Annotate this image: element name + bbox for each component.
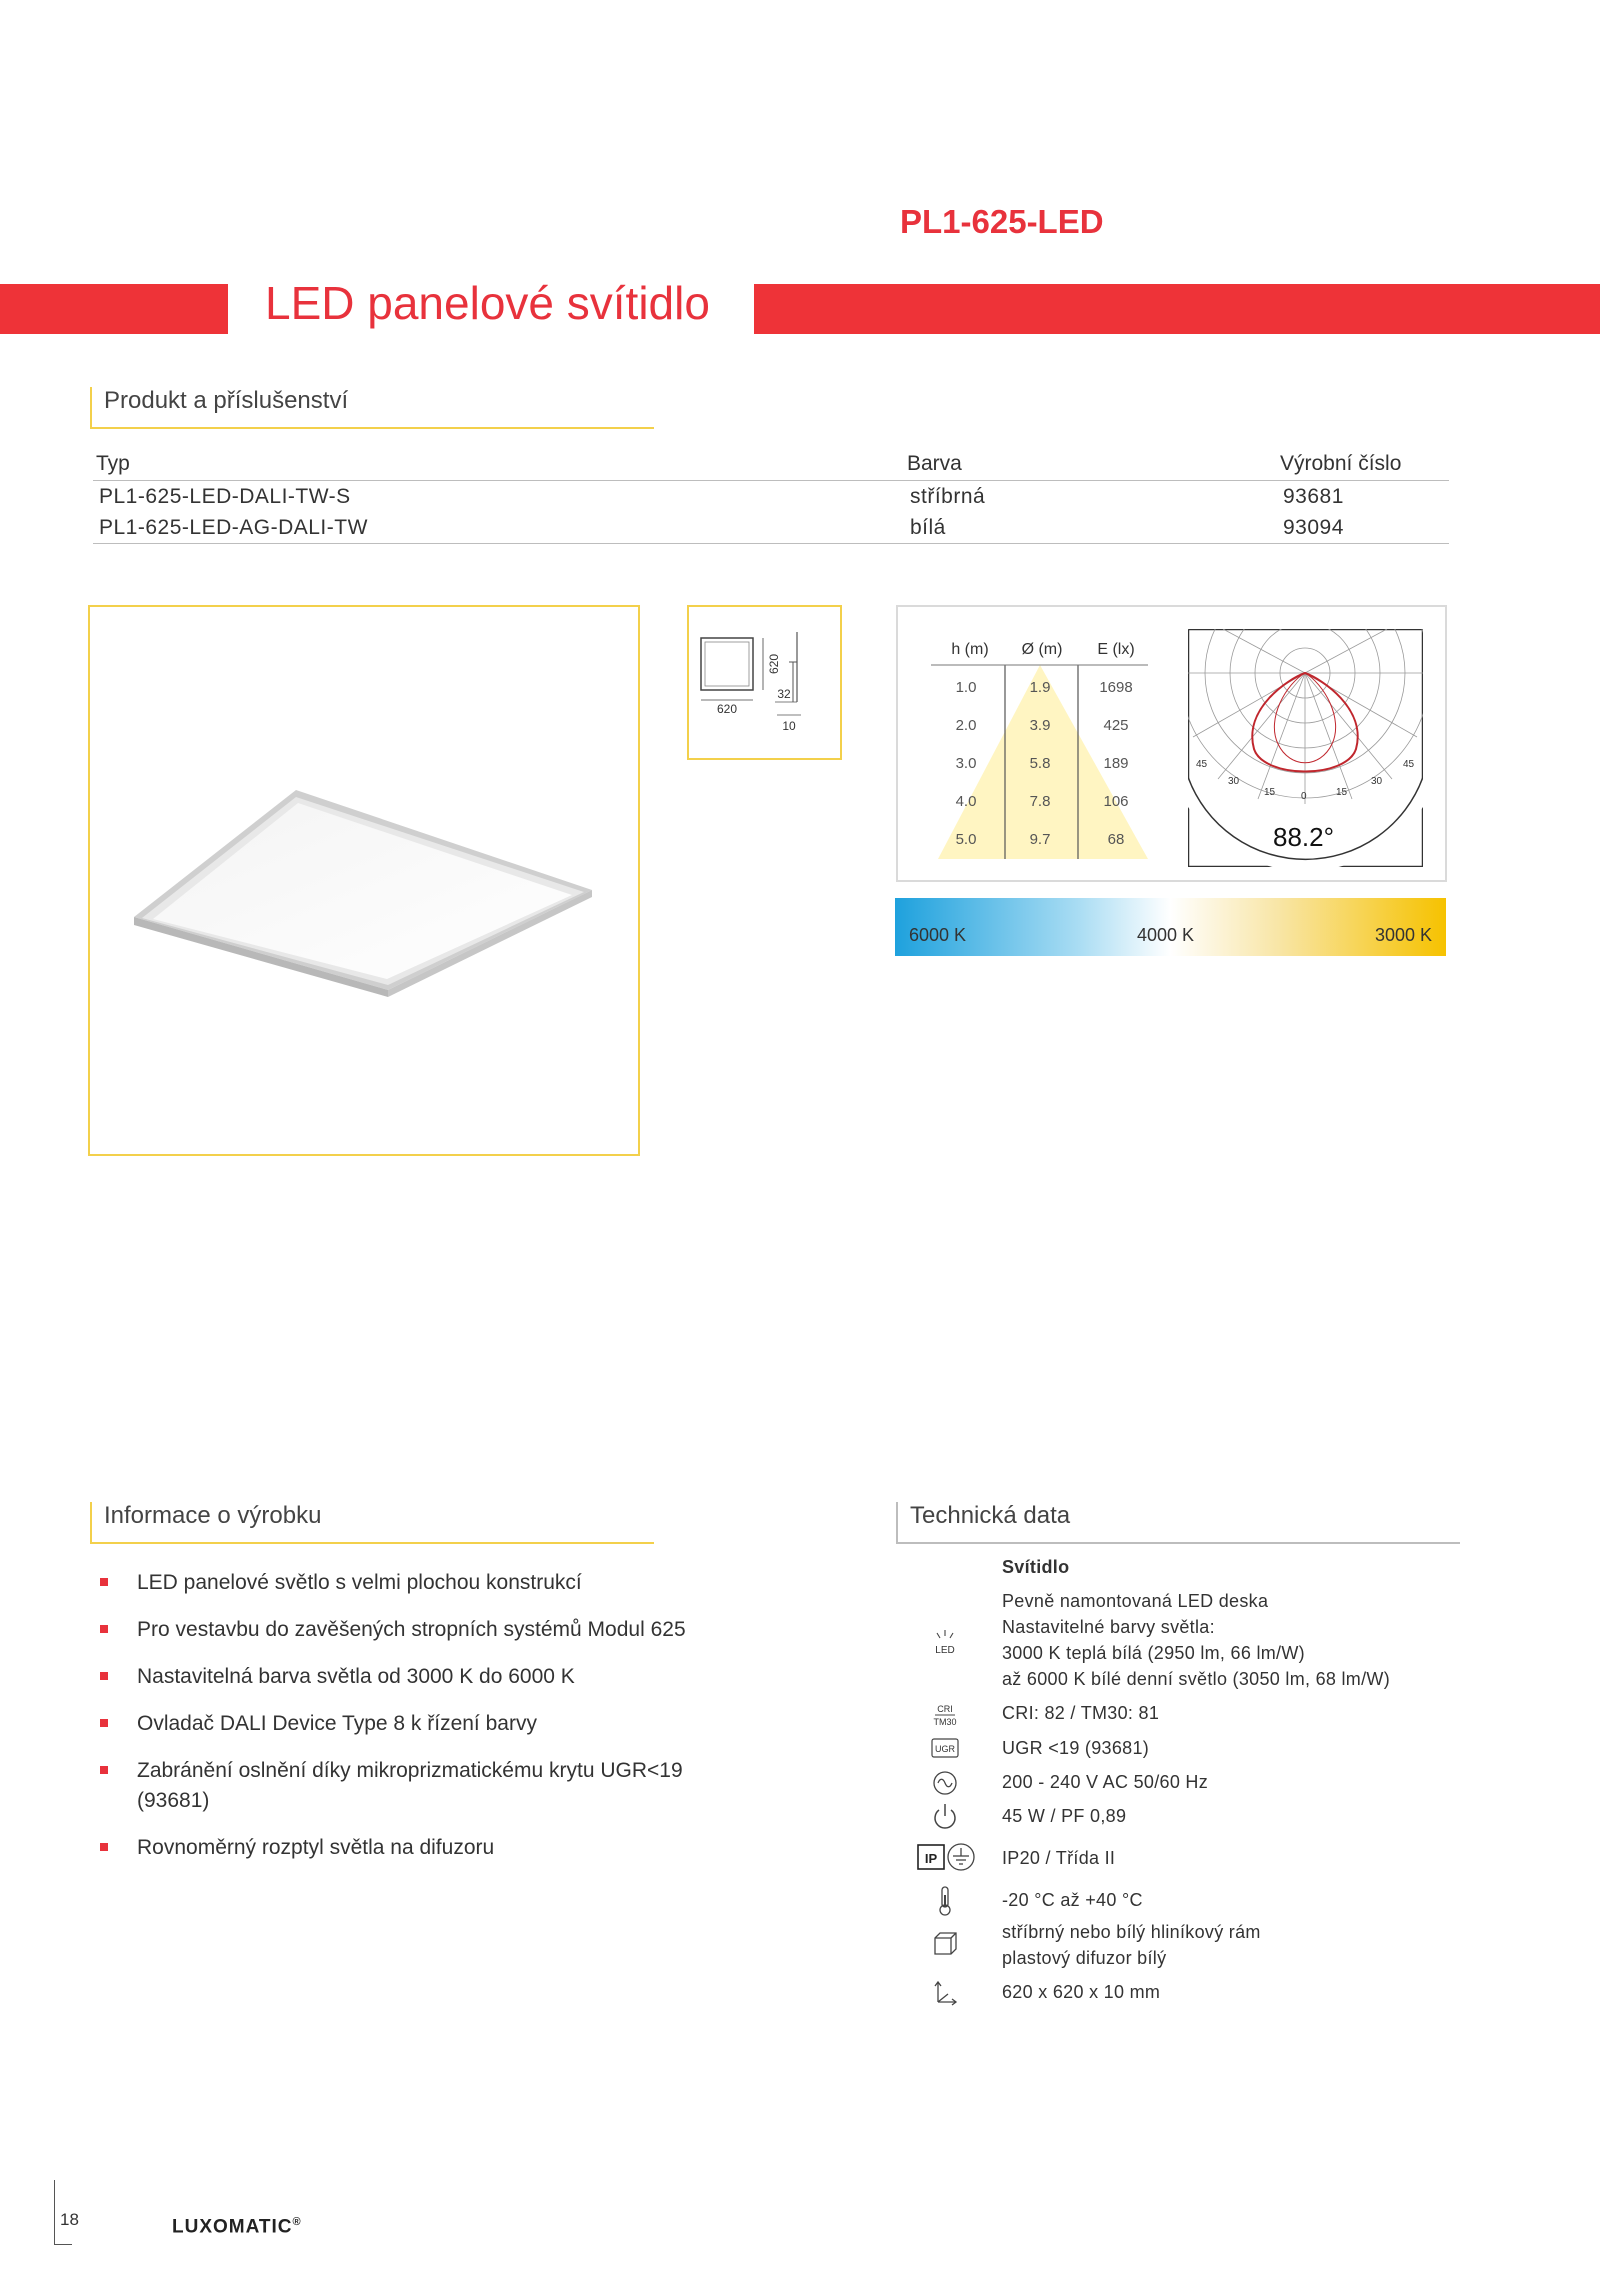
photometry-frame bbox=[896, 605, 1447, 882]
diameter-value: 5.8 bbox=[1029, 755, 1051, 772]
led-line: Pevně namontovaná LED deska bbox=[1002, 1591, 1269, 1611]
row-article-number: 93681 bbox=[1283, 485, 1344, 508]
dimension-drawing bbox=[689, 607, 840, 758]
cct-warm-label: 3000 K bbox=[1374, 925, 1432, 945]
polar-label: 0 bbox=[1301, 791, 1307, 802]
color-temperature-bar bbox=[895, 898, 1446, 956]
table-header-row bbox=[93, 448, 1449, 481]
voltage-value: 200 - 240 V AC 50/60 Hz bbox=[1002, 1772, 1209, 1792]
footer-rule-horizontal bbox=[54, 2244, 72, 2245]
polar-label: 30 bbox=[1371, 776, 1383, 787]
height-value: 5.0 bbox=[955, 831, 977, 848]
dimensions-icon bbox=[925, 1976, 965, 2010]
ip-value: IP20 / Třída II bbox=[1002, 1848, 1116, 1868]
tech-subheading: Svítidlo bbox=[1002, 1557, 1070, 1577]
ip-icon-label: IP bbox=[924, 1851, 938, 1866]
led-line: Nastavitelné barvy světla: bbox=[1002, 1617, 1215, 1637]
ip-class-icon bbox=[915, 1840, 981, 1874]
beam-angle: 88.2° bbox=[1273, 822, 1335, 852]
material-line: stříbrný nebo bílý hliníkový rám bbox=[1002, 1922, 1261, 1942]
cct-cool-label: 6000 K bbox=[909, 925, 967, 945]
polar-label: 45 bbox=[1196, 759, 1208, 770]
dim-frame: 10 bbox=[782, 719, 796, 733]
page-number: 18 bbox=[60, 2210, 79, 2229]
product-image-frame bbox=[88, 605, 640, 1156]
led-icon bbox=[925, 1626, 965, 1660]
material-description bbox=[1002, 1919, 1261, 1971]
row-article-number: 93094 bbox=[1277, 512, 1449, 544]
power-icon bbox=[925, 1799, 965, 1833]
product-code: PL1-625-LED bbox=[900, 203, 1104, 240]
column-article-number: Výrobní číslo bbox=[1277, 448, 1449, 481]
led-description bbox=[1002, 1588, 1390, 1692]
column-color: Barva bbox=[904, 448, 1277, 481]
list-item: Rovnoměrný rozptyl světla na difuzoru bbox=[100, 1833, 740, 1863]
tech-heading: Technická data bbox=[896, 1502, 1460, 1544]
size-value: 620 x 620 x 10 mm bbox=[1002, 1982, 1161, 2002]
material-icon bbox=[925, 1926, 965, 1960]
diameter-value: 9.7 bbox=[1029, 831, 1051, 848]
height-value: 4.0 bbox=[955, 793, 977, 810]
height-value: 3.0 bbox=[955, 755, 977, 772]
thermometer-icon bbox=[925, 1884, 965, 1918]
polar-label: 15 bbox=[1264, 787, 1276, 798]
led-icon-label: LED bbox=[935, 1645, 955, 1656]
info-heading: Informace o výrobku bbox=[90, 1502, 654, 1544]
illuminance-value: 68 bbox=[1107, 831, 1125, 848]
table-row bbox=[93, 512, 1449, 544]
led-line: 3000 K teplá bílá (2950 lm, 66 lm/W) bbox=[1002, 1643, 1305, 1663]
list-item: Ovladač DALI Device Type 8 k řízení barvy bbox=[100, 1709, 740, 1739]
ugr-icon bbox=[925, 1731, 965, 1765]
diameter-value: 1.9 bbox=[1029, 679, 1051, 696]
header-illuminance: E (lx) bbox=[1097, 641, 1135, 658]
table-row bbox=[93, 481, 1449, 513]
header-bar-right bbox=[754, 284, 1600, 334]
cri-icon-top: CRI bbox=[937, 1704, 953, 1714]
brand-logo bbox=[172, 2216, 302, 2238]
illuminance-value: 106 bbox=[1103, 793, 1129, 810]
dim-height: 620 bbox=[767, 653, 781, 675]
list-item: Zabránění oslnění díky mikroprizmatickému krytu UGR<19 (93681) bbox=[100, 1756, 737, 1816]
illuminance-value: 1698 bbox=[1099, 679, 1133, 696]
dim-width: 620 bbox=[716, 702, 738, 716]
row-color: stříbrná bbox=[910, 485, 986, 508]
header-bar-left bbox=[0, 284, 228, 334]
polar-label: 45 bbox=[1403, 759, 1415, 770]
products-table bbox=[93, 448, 1449, 544]
led-panel-image bbox=[90, 607, 638, 1154]
header-diameter: Ø (m) bbox=[1021, 641, 1063, 658]
power-value: 45 W / PF 0,89 bbox=[1002, 1806, 1127, 1826]
registered-mark: ® bbox=[292, 2216, 302, 2228]
led-line: až 6000 K bílé denní světlo (3050 lm, 68 lm/W) bbox=[1002, 1669, 1390, 1689]
cct-neutral-label: 4000 K bbox=[1137, 925, 1195, 945]
ugr-value: UGR <19 (93681) bbox=[1002, 1738, 1150, 1758]
footer-rule-vertical bbox=[54, 2180, 55, 2244]
page-title: LED panelové svítidlo bbox=[265, 277, 710, 329]
ac-icon bbox=[925, 1766, 965, 1800]
illuminance-value: 189 bbox=[1103, 755, 1129, 772]
column-type: Typ bbox=[93, 448, 904, 481]
list-item: Nastavitelná barva světla od 3000 K do 6000 K bbox=[100, 1662, 740, 1692]
polar-label: 15 bbox=[1336, 787, 1348, 798]
material-line: plastový difuzor bílý bbox=[1002, 1948, 1167, 1968]
dim-depth: 32 bbox=[777, 687, 791, 701]
row-type: PL1-625-LED-DALI-TW-S bbox=[99, 485, 351, 508]
products-heading: Produkt a příslušenství bbox=[90, 387, 654, 429]
cri-icon-bottom: TM30 bbox=[933, 1717, 957, 1727]
temperature-value: -20 °C až +40 °C bbox=[1002, 1890, 1143, 1910]
cri-value: CRI: 82 / TM30: 81 bbox=[1002, 1703, 1160, 1723]
list-item: Pro vestavbu do zavěšených stropních systémů Modul 625 bbox=[100, 1615, 740, 1645]
polar-diagram bbox=[1188, 629, 1423, 867]
row-type: PL1-625-LED-AG-DALI-TW bbox=[93, 512, 904, 544]
illuminance-value: 425 bbox=[1103, 717, 1129, 734]
dimension-drawing-frame bbox=[687, 605, 842, 760]
brand-name: LUXOMATIC bbox=[172, 2216, 293, 2238]
ugr-icon-label: UGR bbox=[935, 1744, 955, 1754]
diameter-value: 3.9 bbox=[1029, 717, 1051, 734]
header-height: h (m) bbox=[951, 641, 989, 658]
info-list bbox=[100, 1568, 740, 1880]
list-item: LED panelové světlo s velmi plochou konstrukcí bbox=[100, 1568, 740, 1598]
polar-label: 30 bbox=[1228, 776, 1240, 787]
cri-icon bbox=[925, 1698, 965, 1732]
height-value: 2.0 bbox=[955, 717, 977, 734]
height-value: 1.0 bbox=[955, 679, 977, 696]
diameter-value: 7.8 bbox=[1029, 793, 1051, 810]
row-color: bílá bbox=[904, 512, 1277, 544]
